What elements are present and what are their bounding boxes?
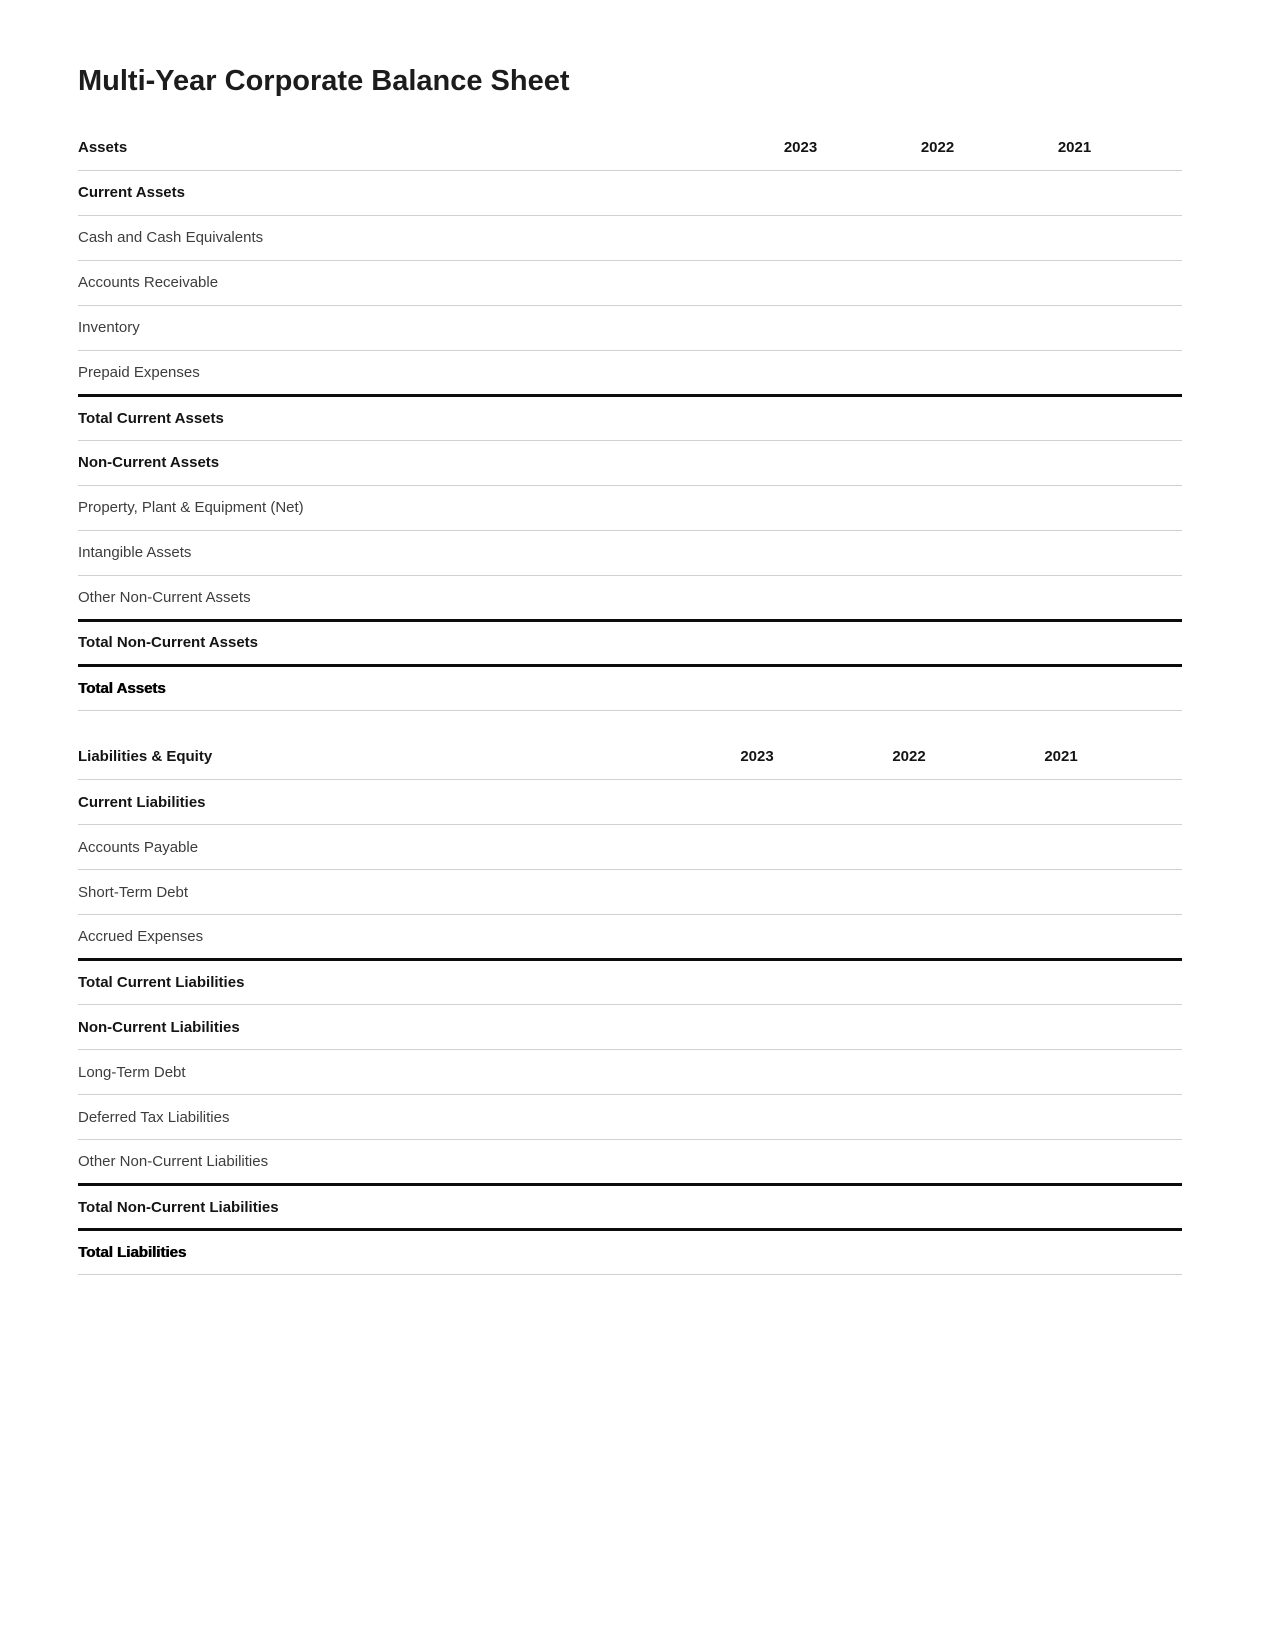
value-cell-2021 bbox=[985, 1185, 1137, 1230]
value-cell-2022 bbox=[833, 780, 985, 825]
value-cell-2022 bbox=[869, 395, 1006, 440]
row-inventory bbox=[78, 305, 1182, 350]
spacer-cell bbox=[1143, 485, 1182, 530]
value-cell-2023 bbox=[681, 780, 833, 825]
row-label: Other Non-Current Assets bbox=[78, 575, 732, 620]
value-cell-2021 bbox=[985, 1005, 1137, 1050]
row-label: Non-Current Assets bbox=[78, 440, 732, 485]
spacer-cell bbox=[1137, 780, 1182, 825]
row-total-current-assets bbox=[78, 395, 1182, 440]
spacer-cell bbox=[1143, 350, 1182, 395]
row-other-non-current-liabilities bbox=[78, 1140, 1182, 1185]
value-cell-2022 bbox=[869, 215, 1006, 260]
value-cell-2022 bbox=[869, 305, 1006, 350]
row-intangible-assets bbox=[78, 530, 1182, 575]
row-label: Short-Term Debt bbox=[78, 870, 681, 915]
value-cell-2021 bbox=[985, 870, 1137, 915]
value-cell-2022 bbox=[833, 1140, 985, 1185]
value-cell-2022 bbox=[833, 960, 985, 1005]
value-cell-2023 bbox=[732, 530, 869, 575]
row-total-non-current-assets bbox=[78, 620, 1182, 665]
value-cell-2023 bbox=[681, 1005, 833, 1050]
year-header-2021: 2021 bbox=[1006, 125, 1143, 170]
row-other-non-current-assets bbox=[78, 575, 1182, 620]
value-cell-2023 bbox=[681, 915, 833, 960]
row-non-current-liabilities bbox=[78, 1005, 1182, 1050]
row-long-term-debt bbox=[78, 1050, 1182, 1095]
value-cell-2022 bbox=[833, 1050, 985, 1095]
value-cell-2021 bbox=[985, 1095, 1137, 1140]
spacer-cell bbox=[1137, 735, 1182, 780]
row-short-term-debt bbox=[78, 870, 1182, 915]
value-cell-2023 bbox=[681, 1095, 833, 1140]
value-cell-2023 bbox=[732, 305, 869, 350]
value-cell-2021 bbox=[985, 960, 1137, 1005]
spacer-cell bbox=[1137, 870, 1182, 915]
row-prepaid-expenses bbox=[78, 350, 1182, 395]
spacer-cell bbox=[1143, 170, 1182, 215]
row-label: Property, Plant & Equipment (Net) bbox=[78, 485, 732, 530]
spacer-cell bbox=[1143, 125, 1182, 170]
value-cell-2021 bbox=[1006, 665, 1143, 710]
value-cell-2022 bbox=[869, 260, 1006, 305]
year-header-2022: 2022 bbox=[833, 735, 985, 780]
year-header-2021: 2021 bbox=[985, 735, 1137, 780]
row-label: Total Assets bbox=[78, 665, 732, 710]
value-cell-2022 bbox=[869, 620, 1006, 665]
value-cell-2023 bbox=[732, 260, 869, 305]
row-accounts-receivable bbox=[78, 260, 1182, 305]
spacer-cell bbox=[1137, 915, 1182, 960]
value-cell-2023 bbox=[732, 440, 869, 485]
spacer-cell bbox=[1143, 575, 1182, 620]
row-current-assets bbox=[78, 170, 1182, 215]
spacer-cell bbox=[1137, 1185, 1182, 1230]
value-cell-2023 bbox=[681, 1230, 833, 1275]
row-label: Total Non-Current Liabilities bbox=[78, 1185, 681, 1230]
row-label: Accounts Payable bbox=[78, 825, 681, 870]
value-cell-2022 bbox=[869, 665, 1006, 710]
value-cell-2021 bbox=[1006, 350, 1143, 395]
value-cell-2021 bbox=[1006, 395, 1143, 440]
value-cell-2022 bbox=[833, 915, 985, 960]
liabilities-equity-table bbox=[78, 735, 1182, 1276]
row-label: Other Non-Current Liabilities bbox=[78, 1140, 681, 1185]
spacer-cell bbox=[1143, 530, 1182, 575]
value-cell-2021 bbox=[1006, 170, 1143, 215]
row-cash-and-cash-equivalents bbox=[78, 215, 1182, 260]
row-total-assets bbox=[78, 665, 1182, 710]
value-cell-2021 bbox=[1006, 260, 1143, 305]
value-cell-2022 bbox=[869, 350, 1006, 395]
row-total-current-liabilities bbox=[78, 960, 1182, 1005]
row-label: Total Current Liabilities bbox=[78, 960, 681, 1005]
year-header-2023: 2023 bbox=[681, 735, 833, 780]
spacer-cell bbox=[1143, 260, 1182, 305]
value-cell-2022 bbox=[833, 1005, 985, 1050]
spacer-cell bbox=[1137, 1230, 1182, 1275]
value-cell-2022 bbox=[833, 870, 985, 915]
assets-header-label: Assets bbox=[78, 125, 732, 170]
row-total-liabilities bbox=[78, 1230, 1182, 1275]
row-total-non-current-liabilities bbox=[78, 1185, 1182, 1230]
value-cell-2023 bbox=[681, 960, 833, 1005]
value-cell-2023 bbox=[732, 620, 869, 665]
value-cell-2022 bbox=[833, 1185, 985, 1230]
row-non-current-assets bbox=[78, 440, 1182, 485]
value-cell-2021 bbox=[1006, 305, 1143, 350]
year-header-2022: 2022 bbox=[869, 125, 1006, 170]
spacer-cell bbox=[1143, 440, 1182, 485]
value-cell-2022 bbox=[869, 530, 1006, 575]
value-cell-2021 bbox=[1006, 215, 1143, 260]
value-cell-2022 bbox=[833, 1230, 985, 1275]
row-label: Accrued Expenses bbox=[78, 915, 681, 960]
spacer-cell bbox=[1143, 665, 1182, 710]
value-cell-2021 bbox=[985, 1230, 1137, 1275]
liabilities-header-label: Liabilities & Equity bbox=[78, 735, 681, 780]
row-property-plant-equipment-net bbox=[78, 485, 1182, 530]
row-accrued-expenses bbox=[78, 915, 1182, 960]
row-deferred-tax-liabilities bbox=[78, 1095, 1182, 1140]
assets-header-row bbox=[78, 125, 1182, 170]
row-label: Current Liabilities bbox=[78, 780, 681, 825]
liabilities-header-row bbox=[78, 735, 1182, 780]
row-label: Inventory bbox=[78, 305, 732, 350]
row-label: Current Assets bbox=[78, 170, 732, 215]
value-cell-2021 bbox=[1006, 440, 1143, 485]
row-label: Total Liabilities bbox=[78, 1230, 681, 1275]
value-cell-2021 bbox=[1006, 485, 1143, 530]
value-cell-2021 bbox=[1006, 575, 1143, 620]
row-label: Intangible Assets bbox=[78, 530, 732, 575]
value-cell-2022 bbox=[869, 485, 1006, 530]
value-cell-2022 bbox=[869, 575, 1006, 620]
value-cell-2021 bbox=[1006, 620, 1143, 665]
spacer-cell bbox=[1137, 825, 1182, 870]
assets-table bbox=[78, 125, 1182, 711]
row-label: Total Current Assets bbox=[78, 395, 732, 440]
spacer-cell bbox=[1137, 1095, 1182, 1140]
value-cell-2021 bbox=[985, 1050, 1137, 1095]
value-cell-2023 bbox=[681, 825, 833, 870]
row-accounts-payable bbox=[78, 825, 1182, 870]
value-cell-2021 bbox=[985, 780, 1137, 825]
value-cell-2023 bbox=[732, 485, 869, 530]
value-cell-2023 bbox=[732, 665, 869, 710]
value-cell-2023 bbox=[681, 870, 833, 915]
value-cell-2023 bbox=[732, 575, 869, 620]
value-cell-2021 bbox=[985, 915, 1137, 960]
value-cell-2022 bbox=[833, 825, 985, 870]
spacer-cell bbox=[1137, 1140, 1182, 1185]
row-label: Accounts Receivable bbox=[78, 260, 732, 305]
value-cell-2022 bbox=[869, 440, 1006, 485]
value-cell-2023 bbox=[681, 1050, 833, 1095]
row-label: Non-Current Liabilities bbox=[78, 1005, 681, 1050]
page-title: Multi-Year Corporate Balance Sheet bbox=[78, 65, 570, 97]
value-cell-2023 bbox=[732, 395, 869, 440]
value-cell-2023 bbox=[732, 170, 869, 215]
spacer-cell bbox=[1143, 305, 1182, 350]
spacer-cell bbox=[1143, 620, 1182, 665]
row-current-liabilities bbox=[78, 780, 1182, 825]
row-label: Deferred Tax Liabilities bbox=[78, 1095, 681, 1140]
row-label: Long-Term Debt bbox=[78, 1050, 681, 1095]
value-cell-2023 bbox=[732, 350, 869, 395]
value-cell-2023 bbox=[732, 215, 869, 260]
value-cell-2023 bbox=[681, 1140, 833, 1185]
value-cell-2021 bbox=[985, 825, 1137, 870]
spacer-cell bbox=[1143, 395, 1182, 440]
value-cell-2021 bbox=[985, 1140, 1137, 1185]
value-cell-2021 bbox=[1006, 530, 1143, 575]
row-label: Total Non-Current Assets bbox=[78, 620, 732, 665]
value-cell-2022 bbox=[833, 1095, 985, 1140]
year-header-2023: 2023 bbox=[732, 125, 869, 170]
spacer-cell bbox=[1137, 1050, 1182, 1095]
spacer-cell bbox=[1137, 1005, 1182, 1050]
value-cell-2023 bbox=[681, 1185, 833, 1230]
spacer-cell bbox=[1143, 215, 1182, 260]
value-cell-2022 bbox=[869, 170, 1006, 215]
spacer-cell bbox=[1137, 960, 1182, 1005]
row-label: Prepaid Expenses bbox=[78, 350, 732, 395]
row-label: Cash and Cash Equivalents bbox=[78, 215, 732, 260]
